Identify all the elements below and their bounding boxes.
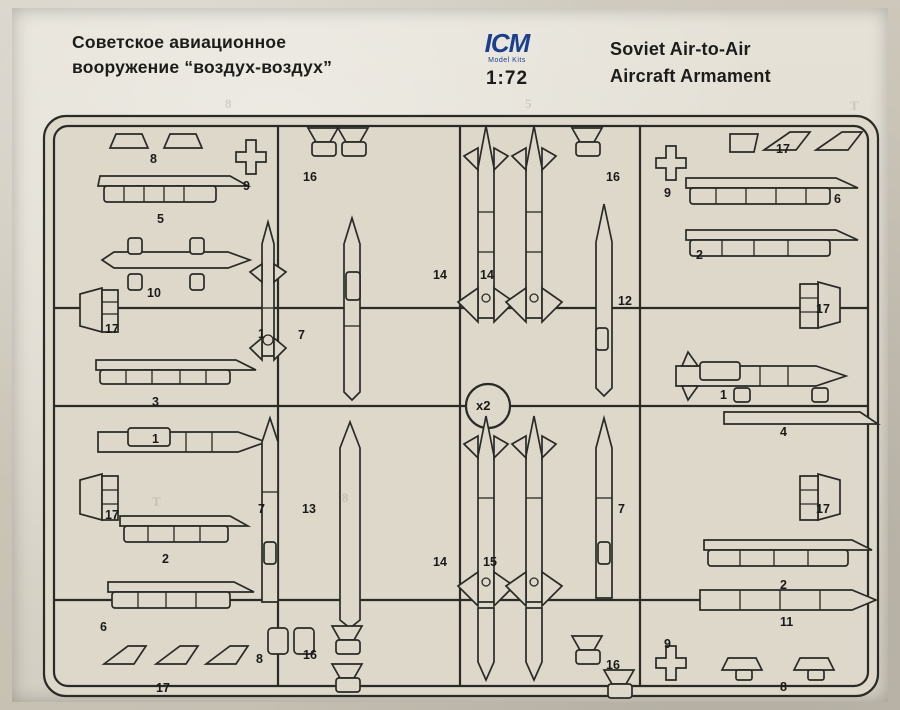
watermark-mark: T [152, 494, 161, 509]
part-number: 1 [258, 327, 265, 341]
part-number: 9 [664, 637, 671, 651]
part-number: 2 [780, 578, 787, 592]
instruction-sheet [12, 8, 888, 702]
part-number: 3 [152, 395, 159, 409]
part-number: 17 [156, 681, 170, 695]
part-number: 16 [606, 170, 620, 184]
part-number: 5 [157, 212, 164, 226]
part-number: 17 [776, 142, 790, 156]
part-number: 12 [618, 294, 632, 308]
part-number: 17 [816, 302, 830, 316]
brand-block [442, 30, 572, 90]
watermark-mark: 5 [525, 96, 532, 111]
part-number: 8 [150, 152, 157, 166]
icm-logo: ICM [484, 28, 530, 58]
sprue-diagram [40, 112, 882, 700]
part-number: 10 [147, 286, 161, 300]
page-title-english-line2: Aircraft Armament [610, 66, 771, 86]
page-title-english-line1: Soviet Air-to-Air [610, 39, 751, 59]
part-number: 15 [483, 555, 497, 569]
part-number: 7 [298, 328, 305, 342]
part-number: 14 [480, 268, 494, 282]
part-number: 17 [105, 508, 119, 522]
part-number: 14 [433, 555, 447, 569]
page-title-russian-line2: вооружение “воздух-воздух” [72, 57, 333, 78]
icm-logo-subtitle: Model Kits [488, 57, 526, 64]
part-number: 9 [664, 186, 671, 200]
multiplier-badge: x2 [476, 398, 491, 413]
part-number: 17 [105, 322, 119, 336]
part-number: 1 [720, 388, 727, 402]
part-number: 6 [100, 620, 107, 634]
watermark-mark: 8 [225, 96, 232, 111]
scale-label: 1:72 [485, 68, 529, 89]
part-number: 9 [243, 179, 250, 193]
part-number: 13 [302, 502, 316, 516]
part-number: 17 [816, 502, 830, 516]
sprue-svg [40, 112, 882, 700]
part-number: 16 [303, 170, 317, 184]
part-number: 1 [152, 432, 159, 446]
part-number: 8 [780, 680, 787, 694]
part-number: 8 [256, 652, 263, 666]
part-number: 7 [258, 502, 265, 516]
page-title-russian-line1: Советское авиационное [72, 32, 287, 52]
part-number: 7 [618, 502, 625, 516]
part-number: 2 [696, 248, 703, 262]
part-number: 16 [606, 658, 620, 672]
page-title-english [610, 36, 900, 90]
watermark-mark: 8 [342, 490, 349, 505]
part-number: 6 [834, 192, 841, 206]
part-number: 11 [780, 615, 794, 629]
part-number: 2 [162, 552, 169, 566]
page-title-russian [72, 30, 422, 81]
watermark-mark: T [850, 98, 859, 113]
part-number: 16 [303, 648, 317, 662]
part-number: 4 [780, 425, 787, 439]
part-number: 14 [433, 268, 447, 282]
